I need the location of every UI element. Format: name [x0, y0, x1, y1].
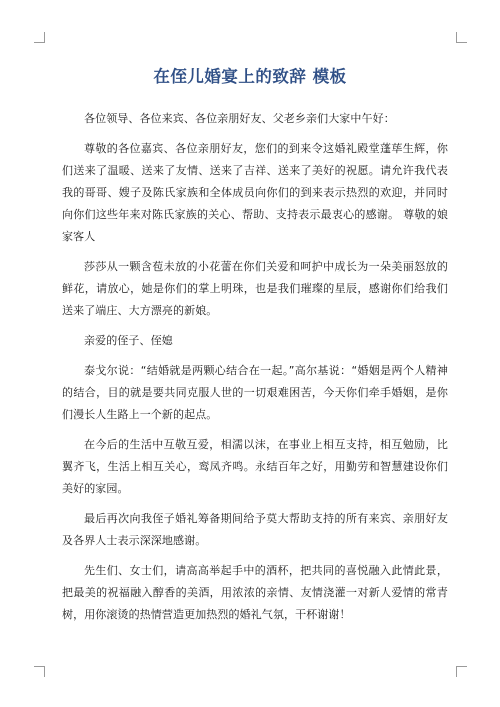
crop-mark-top-left	[34, 32, 45, 43]
paragraph-greeting: 各位领导、各位来宾、各位亲朋好友、父老乡亲们大家中午好：	[84, 112, 395, 125]
paragraph-thanks: 最后再次向我侄子婚礼筹备期间给予莫大帮助支持的所有来宾、亲朋好友及各界人士表示深深地感谢。	[62, 512, 448, 547]
paragraph-toast: 先生们、女士们，请高高举起手中的酒杯，把共同的喜悦融入此情此景，把最美的祝福融入醇香的美酒，用浓浓的亲情、友情浇灌一对新人爱情的常青树，用你滚烫的热情营造更加热烈的婚礼气氛，干杯谢谢！	[62, 564, 448, 621]
crop-mark-top-right	[456, 32, 467, 43]
paragraph-quotes: 泰戈尔说：“结婚就是两颗心结合在一起。”高尔基说：“婚姻是两个人精神的结合，目的就是要共同克服人世的一切艰难困苦，今天你们牵手婚姻，是你们漫长人生路上一个新的起点。	[62, 364, 448, 421]
paragraph-wishes: 在今后的生活中互敬互爱，相濡以沫，在事业上相互支持，相互勉励，比翼齐飞，生活上相互关心，鸾凤齐鸣。永结百年之好，用勤劳和智慧建设你们美好的家园。	[62, 438, 448, 495]
paragraph-bride: 莎莎从一颗含苞未放的小花蕾在你们关爱和呵护中成长为一朵美丽怒放的鲜花，请放心，她是你们的掌上明珠，也是我们璀璨的星辰，感谢你们给我们送来了端庄、大方漂亮的新娘。	[62, 260, 448, 317]
paragraph-address-couple: 亲爱的侄子、侄媳	[84, 334, 173, 347]
crop-mark-bottom-right	[456, 666, 467, 677]
document-title: 在侄儿婚宴上的致辞 模板	[153, 67, 347, 86]
paragraph-welcome: 尊敬的各位嘉宾、各位亲朋好友，您们的到来令这婚礼殿堂蓬荜生辉，你们送来了温暖、送来了友情、送来了吉祥、送来了美好的祝愿。请允许我代表我的哥哥、嫂子及陈氏家族和全体成员向你们的到来表示热烈的欢迎，并同时向你们这些年来对陈氏家族的关心、帮助、支持表示最衷心的感谢。 尊敬的娘家客人	[62, 142, 448, 243]
crop-mark-bottom-left	[34, 666, 45, 677]
document-body	[62, 108, 448, 634]
